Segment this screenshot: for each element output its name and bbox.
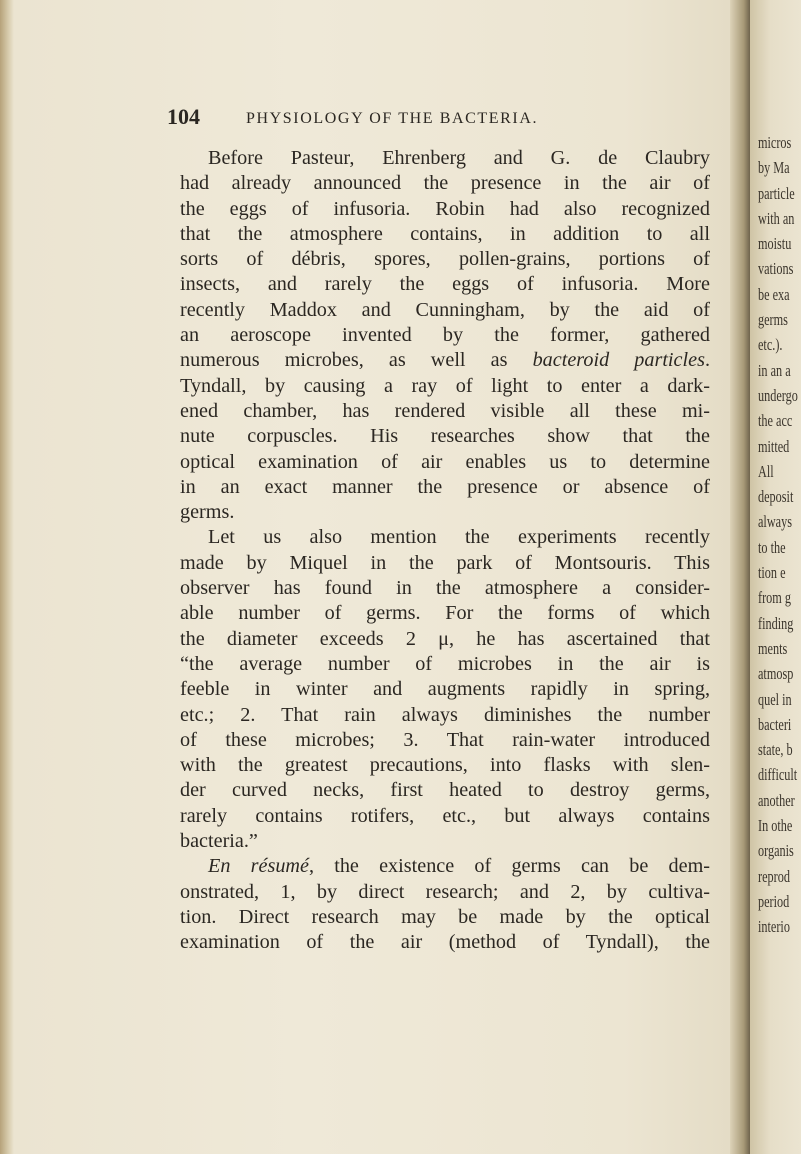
text-line: bacteria.”: [180, 830, 258, 853]
text-line: had already announced the presence in the air of: [180, 172, 710, 195]
text-line: etc.; 2. That rain always diminishes the number: [180, 703, 710, 726]
fragment-line: mitted: [758, 436, 790, 456]
fragment-line: the acc: [758, 411, 793, 431]
text-line: ened chamber, has rendered visible all these mi-: [180, 399, 710, 422]
fragment-line: germs: [758, 310, 788, 330]
fragment-line: be exa: [758, 284, 790, 304]
text-line: germs.: [180, 501, 235, 524]
fragment-line: in an a: [758, 360, 791, 380]
text-line: Before Pasteur, Ehrenberg and G. de Claubry: [208, 147, 710, 169]
text-line: observer has found in the atmosphere a consider-: [180, 577, 710, 600]
body-text: [180, 146, 710, 956]
fragment-line: tion e: [758, 563, 786, 583]
text-line: the diameter exceeds 2 μ, he has ascertained that: [180, 627, 710, 650]
text-line: optical examination of air enables us to determine: [180, 450, 710, 473]
text-line: that the atmosphere contains, in addition to all: [180, 222, 710, 245]
text-line: Tyndall, by causing a ray of light to enter a dark-: [180, 374, 710, 397]
fragment-line: undergo: [758, 385, 798, 405]
fragment-line: with an: [758, 208, 795, 228]
text-line: sorts of débris, spores, pollen-grains, portions of: [180, 248, 710, 271]
facing-page-fragments: [758, 130, 801, 940]
fragment-line: another: [758, 790, 795, 810]
fragment-line: always: [758, 512, 792, 532]
text-line: made by Miquel in the park of Montsouris. This: [180, 551, 710, 574]
fragment-line: deposit: [758, 487, 794, 507]
fragment-line: from g: [758, 588, 791, 608]
text-line: able number of germs. For the forms of which: [180, 602, 710, 625]
book-edge-left: [0, 0, 14, 1154]
fragment-line: All: [758, 461, 774, 481]
fragment-line: etc.).: [758, 335, 783, 355]
text-line: der curved necks, first heated to destroy germs,: [180, 779, 710, 802]
fragment-line: In othe: [758, 816, 793, 836]
page-number: 104: [167, 104, 200, 129]
fragment-line: interio: [758, 917, 790, 937]
fragment-line: vations: [758, 259, 794, 279]
fragment-line: finding: [758, 613, 794, 633]
text-line: insects, and rarely the eggs of infusoria. More: [180, 273, 710, 296]
text-line: in an exact manner the presence or absence of: [180, 475, 710, 498]
fragment-line: atmosp: [758, 664, 794, 684]
book-page: [14, 0, 730, 1154]
text-line: numerous microbes, as well as bacteroid particles.: [180, 349, 710, 372]
running-title: PHYSIOLOGY OF THE BACTERIA.: [246, 110, 539, 127]
fragment-line: reprod: [758, 866, 790, 886]
fragment-line: quel in: [758, 689, 792, 709]
fragment-line: state, b: [758, 740, 793, 760]
fragment-line: particle: [758, 183, 795, 203]
fragment-line: ments: [758, 638, 788, 658]
facing-page: [750, 0, 801, 1154]
text-line: feeble in winter and augments rapidly in spring,: [180, 678, 710, 701]
fragment-line: bacteri: [758, 714, 792, 734]
fragment-line: organis: [758, 841, 794, 861]
text-line: rarely contains rotifers, etc., but always contains: [180, 804, 710, 827]
fragment-line: period: [758, 891, 790, 911]
text-line: nute corpuscles. His researches show that the: [180, 425, 710, 448]
fragment-line: difficult: [758, 765, 798, 785]
fragment-line: micros: [758, 133, 792, 152]
text-line: “the average number of microbes in the air is: [180, 652, 710, 675]
text-line: with the greatest precautions, into flasks with slen-: [180, 754, 710, 777]
text-line: recently Maddox and Cunningham, by the aid of: [180, 298, 710, 321]
text-line: tion. Direct research may be made by the optical: [180, 905, 710, 928]
fragment-line: by Ma: [758, 158, 790, 178]
text-line: of these microbes; 3. That rain-water introduced: [180, 728, 710, 751]
fragment-line: to the: [758, 537, 786, 557]
text-line: En résumé, the existence of germs can be dem-: [208, 855, 710, 878]
text-line: onstrated, 1, by direct research; and 2, by cultiva-: [180, 880, 710, 903]
text-line: the eggs of infusoria. Robin had also recognized: [180, 197, 710, 220]
text-line: examination of the air (method of Tyndall), the: [180, 931, 710, 954]
text-line: Let us also mention the experiments recently: [208, 526, 710, 549]
fragment-line: moistu: [758, 234, 792, 254]
text-line: an aeroscope invented by the former, gathered: [180, 324, 710, 347]
